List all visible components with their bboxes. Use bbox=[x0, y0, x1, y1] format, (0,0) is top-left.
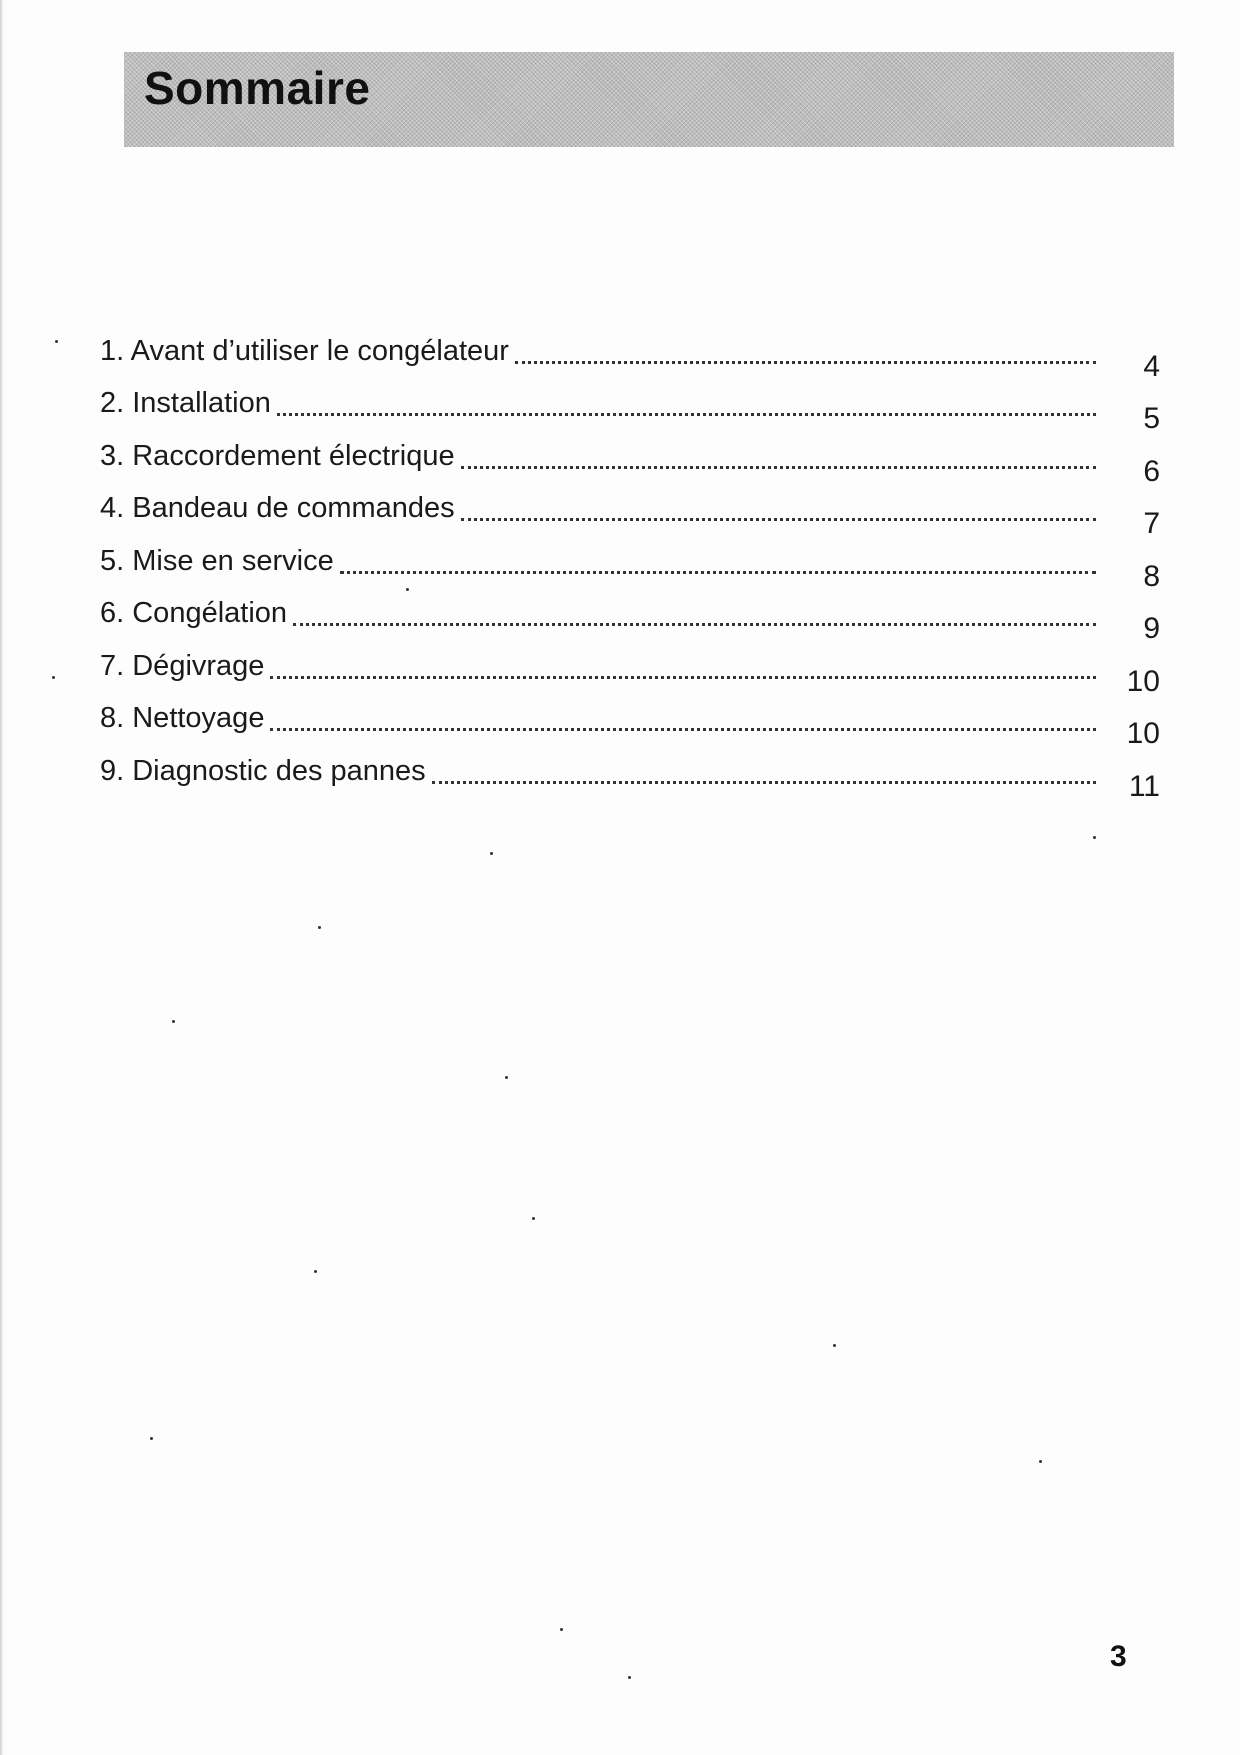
dot-leader bbox=[515, 361, 1096, 364]
toc-entry-page: 10 bbox=[1126, 717, 1160, 750]
scan-speck bbox=[532, 1217, 535, 1220]
toc-entry bbox=[100, 630, 1160, 698]
toc-entry bbox=[100, 420, 1160, 488]
toc-entry bbox=[100, 525, 1160, 593]
scan-speck bbox=[1093, 836, 1096, 839]
toc-entry-page: 4 bbox=[1143, 349, 1160, 383]
toc-entry-page: 5 bbox=[1143, 402, 1160, 435]
toc-entry-page: 8 bbox=[1143, 559, 1160, 593]
scan-speck bbox=[1039, 1460, 1042, 1463]
toc-entry-label: 5. Mise en service bbox=[100, 544, 334, 577]
toc-entry-page: 10 bbox=[1126, 664, 1160, 698]
dot-leader bbox=[270, 728, 1096, 731]
scan-speck bbox=[505, 1076, 508, 1079]
scan-speck bbox=[314, 1270, 317, 1273]
toc-entry-page: 7 bbox=[1143, 507, 1160, 540]
scan-speck bbox=[833, 1344, 836, 1347]
dot-leader bbox=[293, 623, 1096, 626]
toc-entry-label: 7. Dégivrage bbox=[100, 649, 265, 682]
page-number: 3 bbox=[1110, 1640, 1127, 1673]
scan-speck bbox=[55, 340, 58, 343]
toc-entry-page: 9 bbox=[1143, 612, 1160, 645]
page-title: Sommaire bbox=[144, 62, 371, 114]
toc-entry bbox=[100, 735, 1160, 803]
toc-entry-page: 6 bbox=[1143, 454, 1160, 488]
toc-entry-label: 2. Installation bbox=[100, 387, 271, 419]
dot-leader bbox=[340, 571, 1096, 574]
toc-entry bbox=[100, 473, 1160, 540]
table-of-contents bbox=[100, 315, 1160, 803]
toc-entry-label: 4. Bandeau de commandes bbox=[100, 492, 455, 524]
title-banner bbox=[124, 52, 1174, 147]
toc-entry-label: 8. Nettoyage bbox=[100, 702, 265, 734]
scan-speck bbox=[490, 852, 493, 855]
toc-entry bbox=[100, 368, 1160, 435]
scan-speck bbox=[150, 1437, 153, 1440]
scan-speck bbox=[406, 588, 409, 591]
toc-entry-label: 3. Raccordement électrique bbox=[100, 439, 455, 472]
toc-entry-label: 9. Diagnostic des pannes bbox=[100, 754, 426, 787]
dot-leader bbox=[277, 413, 1096, 416]
toc-entry bbox=[100, 315, 1160, 383]
dot-leader bbox=[432, 781, 1096, 784]
toc-entry-label: 1. Avant d’utiliser le congélateur bbox=[100, 334, 509, 367]
toc-entry-page: 11 bbox=[1128, 769, 1160, 803]
toc-entry bbox=[100, 578, 1160, 645]
scan-speck bbox=[628, 1676, 631, 1679]
scan-speck bbox=[52, 676, 55, 679]
toc-entry bbox=[100, 683, 1160, 750]
scan-speck bbox=[318, 926, 321, 929]
scan-speck bbox=[172, 1020, 175, 1023]
dot-leader bbox=[270, 676, 1096, 679]
toc-entry-label: 6. Congélation bbox=[100, 597, 288, 629]
dot-leader bbox=[461, 466, 1096, 469]
page-edge bbox=[0, 0, 3, 1755]
dot-leader bbox=[461, 518, 1096, 521]
scan-speck bbox=[560, 1628, 563, 1631]
